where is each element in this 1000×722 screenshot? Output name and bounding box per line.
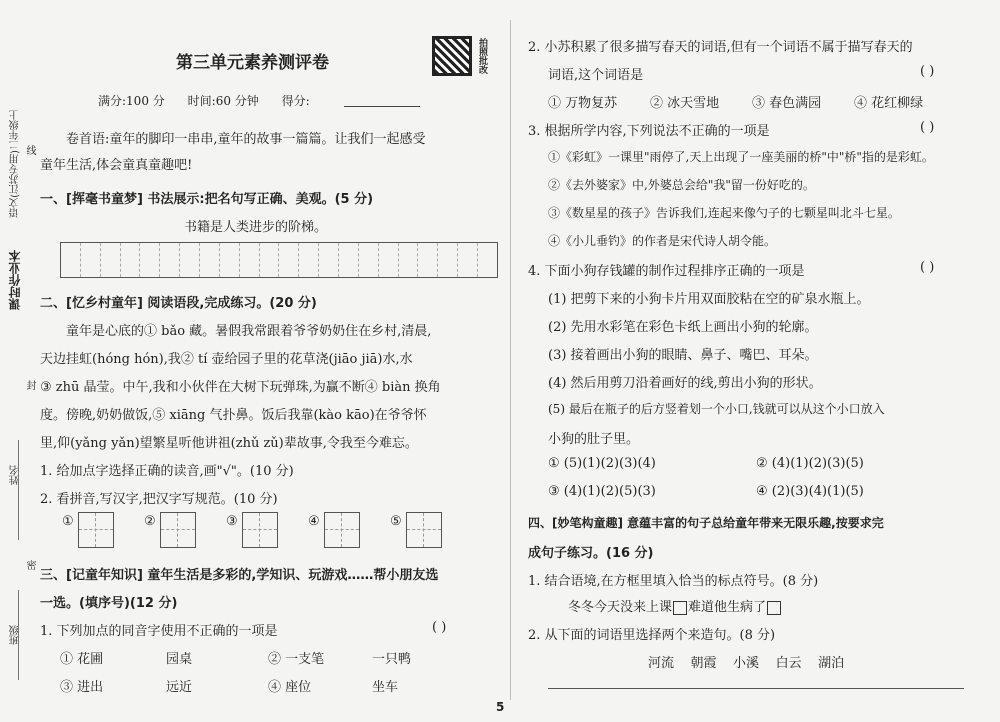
answer-line[interactable]	[548, 688, 964, 689]
tianzi-num-2: ②	[144, 514, 156, 529]
binding-label-feng: 封	[24, 380, 35, 390]
sec3-q3-opt-3: ③《数星星的孩子》告诉我们,连起来像勺子的七颗星叫北斗七星。	[548, 206, 900, 220]
punctuation-box-2[interactable]	[767, 601, 781, 615]
subject-vertical: 语文(江苏专用)二年级上	[10, 110, 21, 218]
sec3-q1-opt-2b: 一只鸭	[372, 652, 412, 667]
sec3-q2-opt-3: ③ 春色满园	[752, 96, 822, 111]
sec1-heading: 一、[挥毫书童梦] 书法展示:把名句写正确、美观。(5 分)	[40, 192, 374, 207]
sec3-q4-opt-1: ① (5)(1)(2)(3)(4)	[548, 456, 656, 471]
sec3-q3-opt-2: ②《去外婆家》中,外婆总会给"我"留一份好吃的。	[548, 178, 815, 192]
sec3-q4-opt-4: ④ (2)(3)(4)(1)(5)	[756, 484, 864, 499]
binding-label-mi: 密	[24, 560, 35, 570]
sec3-q2-stem-2: 词语,这个词语是	[548, 68, 644, 83]
sec4-heading-1: 四、[妙笔构童趣] 意蕴丰富的句子总给童年带来无限乐趣,按要求完	[528, 516, 884, 530]
sec3-heading-1: 三、[记童年知识] 童年生活是多彩的,学知识、玩游戏……帮小朋友选	[40, 568, 439, 583]
tianzi-num-3: ③	[226, 514, 238, 529]
sec4-q1: 1. 结合语境,在方框里填入恰当的标点符号。(8 分)	[528, 574, 819, 589]
sec4-q1-sentence	[568, 596, 782, 615]
tianzi-box-4[interactable]	[324, 512, 360, 548]
sec2-q2: 2. 看拼音,写汉字,把汉字写规范。(10 分)	[40, 492, 278, 507]
book-title-vertical: 课时作业本	[8, 250, 22, 310]
tianzi-box-3[interactable]	[242, 512, 278, 548]
intro-line-1: 卷首语:童年的脚印一串串,童年的故事一篇篇。让我们一起感受	[66, 132, 426, 147]
sec4-sentence-b: 难道他生病了	[688, 600, 767, 615]
sec1-sentence: 书籍是人类进步的阶梯。	[184, 220, 328, 235]
sec3-q1-opt-3b: 远近	[166, 680, 193, 695]
sec3-q4-opt-3: ③ (4)(1)(2)(5)(3)	[548, 484, 656, 499]
name-label: 姓名	[10, 465, 21, 485]
sec3-q4-step-3: (3) 接着画出小狗的眼睛、鼻子、嘴巴、耳朵。	[548, 348, 818, 363]
tianzi-box-1[interactable]	[78, 512, 114, 548]
sec3-q1-opt-1a: ① 花圃	[60, 652, 104, 667]
sec3-q1-opt-1b: 园桌	[166, 652, 193, 667]
page-title: 第三单元素养测评卷	[176, 53, 329, 73]
sec3-q1-paren[interactable]: ( )	[432, 620, 447, 635]
sec3-q4-step-4: (4) 然后用剪刀沿着画好的线,剪出小狗的形状。	[548, 376, 822, 391]
sec4-q2: 2. 从下面的词语里选择两个来造句。(8 分)	[528, 628, 776, 643]
sec3-q4-stem: 4. 下面小狗存钱罐的制作过程排序正确的一项是	[528, 264, 805, 279]
sec3-q3-paren[interactable]: ( )	[920, 120, 935, 135]
column-divider	[510, 20, 511, 700]
sec3-q3-opt-1: ①《彩虹》一课里"雨停了,天上出现了一座美丽的桥"中"桥"指的是彩虹。	[548, 150, 934, 164]
tianzi-num-5: ⑤	[390, 514, 402, 529]
sec3-q4-step-5: (5) 最后在瓶子的后方竖着划一个小口,钱就可以从这个小口放入	[548, 402, 885, 416]
sec3-q1-opt-2a: ② 一支笔	[268, 652, 325, 667]
tianzi-num-1: ①	[62, 514, 74, 529]
passage-line-4: 度。傍晚,奶奶做饭,⑤ xiāng 气扑鼻。饭后我靠(kào kāo)在爷爷怀	[40, 408, 427, 423]
score-line: 满分:100 分 时间:60 分钟 得分:	[98, 94, 310, 108]
sec3-q4-paren[interactable]: ( )	[920, 260, 935, 275]
sec3-q1-opt-4a: ④ 座位	[268, 680, 312, 695]
class-blank-line[interactable]	[18, 590, 19, 680]
sec4-heading-2: 成句子练习。(16 分)	[528, 546, 654, 561]
sec3-q1-opt-3a: ③ 进出	[60, 680, 104, 695]
passage-line-1: 童年是心底的① bǎo 藏。暑假我常跟着爷爷奶奶住在乡村,清晨,	[66, 324, 432, 339]
binding-label-xian: 线	[24, 145, 35, 155]
sec3-q2-paren[interactable]: ( )	[920, 64, 935, 79]
sec2-q1: 1. 给加点字选择正确的读音,画"√"。(10 分)	[40, 464, 294, 479]
tianzi-box-5[interactable]	[406, 512, 442, 548]
tianzi-box-2[interactable]	[160, 512, 196, 548]
passage-line-3: ③ zhū 晶莹。中午,我和小伙伴在大树下玩弹珠,为赢不断④ biàn 换角	[40, 380, 441, 395]
class-label: 班级	[10, 625, 21, 645]
passage-line-2: 天边挂虹(hóng hón),我② tí 壶给园子里的花草浇(jiāo jiā)水,水	[40, 352, 413, 367]
sec4-word-bank: 河流 朝霞 小溪 白云 湖泊	[648, 656, 845, 671]
sec2-heading: 二、[忆乡村童年] 阅读语段,完成练习。(20 分)	[40, 296, 317, 311]
sec3-q4-step-6: 小狗的肚子里。	[548, 432, 640, 447]
calligraphy-grid[interactable]	[60, 242, 498, 278]
tianzi-num-4: ④	[308, 514, 320, 529]
sec3-q4-step-1: (1) 把剪下来的小狗卡片用双面胶粘在空的矿泉水瓶上。	[548, 292, 870, 307]
sec3-q2-opt-2: ② 冰天雪地	[650, 96, 720, 111]
sec3-q1-stem: 1. 下列加点的同音字使用不正确的一项是	[40, 624, 278, 639]
sec3-q4-opt-2: ② (4)(1)(2)(3)(5)	[756, 456, 864, 471]
score-blank[interactable]	[344, 106, 420, 107]
sec4-sentence-a: 冬冬今天没来上课	[568, 600, 673, 615]
passage-line-5: 里,仰(yǎng yǎn)望繁星听他讲祖(zhǔ zǔ)辈故事,令我至今难忘。	[40, 436, 418, 451]
sec3-q3-opt-4: ④《小儿垂钓》的作者是宋代诗人胡令能。	[548, 234, 777, 248]
sec3-q1-opt-4b: 坐车	[372, 680, 399, 695]
sec3-q2-opt-4: ④ 花红柳绿	[854, 96, 924, 111]
sec3-q2-opt-1: ① 万物复苏	[548, 96, 618, 111]
sec3-q3-stem: 3. 根据所学内容,下列说法不正确的一项是	[528, 124, 770, 139]
page-number: 5	[496, 700, 505, 714]
qr-code-icon[interactable]	[432, 36, 472, 76]
sec3-heading-2: 一选。(填序号)(12 分)	[40, 596, 178, 611]
name-blank-line[interactable]	[18, 440, 19, 540]
qr-label: 拍照批改	[477, 38, 487, 74]
intro-line-2: 童年生活,体会童真童趣吧!	[40, 158, 193, 173]
sec3-q4-step-2: (2) 先用水彩笔在彩色卡纸上画出小狗的轮廓。	[548, 320, 818, 335]
punctuation-box-1[interactable]	[673, 601, 687, 615]
sec3-q2-stem-1: 2. 小苏积累了很多描写春天的词语,但有一个词语不属于描写春天的	[528, 40, 913, 55]
